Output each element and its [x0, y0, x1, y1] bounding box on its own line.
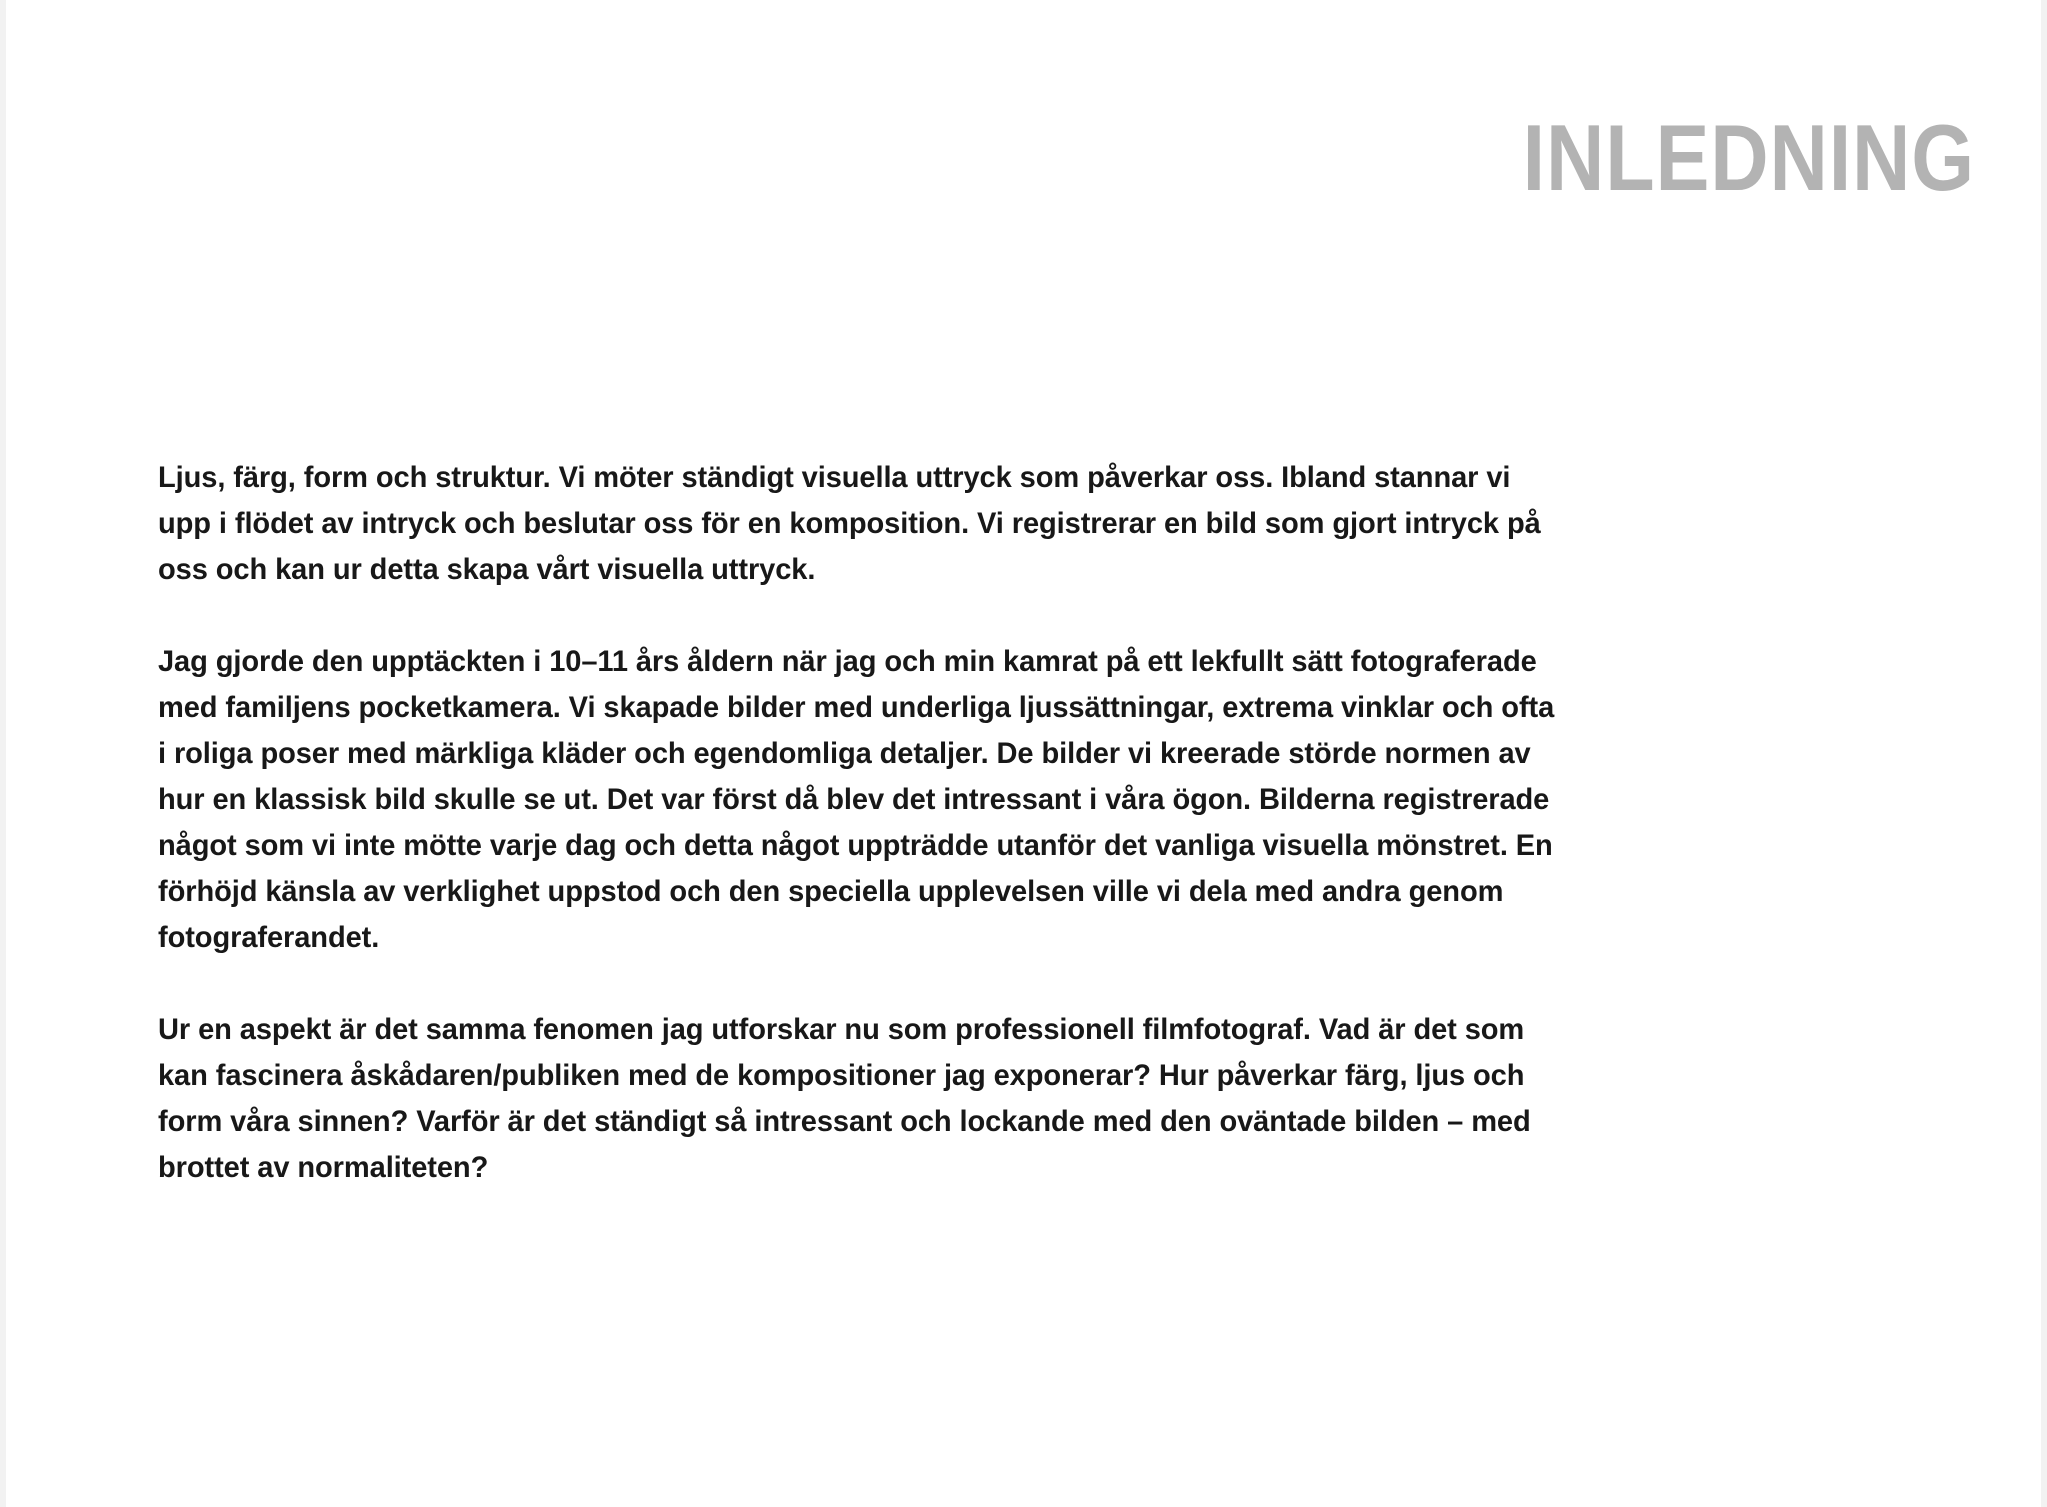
paragraph: Ur en aspekt är det samma fenomen jag utforskar nu som professionell filmfotograf. Vad är det som kan fascinera åskådaren/publiken med de kompositioner jag exponerar? Hur påverkar färg, ljus och form våra sinnen? Varför är det ständigt så intressant och lockande med den oväntade bilden – med brottet av normaliteten? [158, 1013, 1531, 1184]
chapter-title: INLEDNING [1522, 104, 1975, 210]
page-edge-right [2041, 0, 2047, 1507]
body-text [158, 455, 1578, 1191]
page-edge-left [0, 0, 6, 1507]
paragraph: Jag gjorde den upptäckten i 10–11 års åldern när jag och min kamrat på ett lekfullt sätt fotograferade med familjens pocketkamera. Vi skapade bilder med underliga ljussättningar, extrema vinklar och ofta i roliga poser med märkliga kläder och egendomliga detaljer. De bilder vi kreerade störde normen av hur en klassisk bild skulle se ut. Det var först då blev det intressant i våra ögon. Bilderna registrerade något som vi inte mötte varje dag och detta något uppträdde utanför det vanliga visuella mönstret. En förhöjd känsla av verklighet uppstod och den speciella upplevelsen ville vi dela med andra genom fotograferandet. [158, 645, 1555, 954]
paragraph: Ljus, färg, form och struktur. Vi möter ständigt visuella uttryck som påverkar oss. Ibland stannar vi upp i flödet av intryck och beslutar oss för en komposition. Vi registrerar en bild som gjort intryck på oss och kan ur detta skapa vårt visuella uttryck. [158, 461, 1541, 586]
